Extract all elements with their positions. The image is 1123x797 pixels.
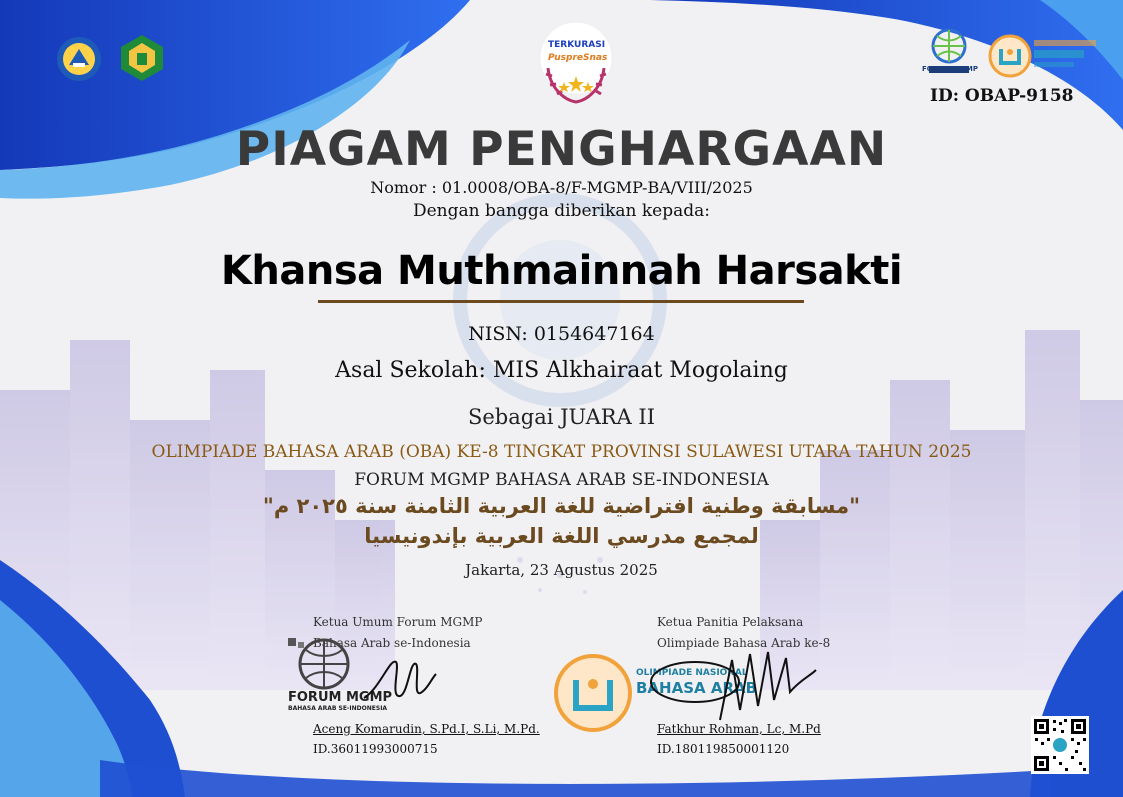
certificate-id: ID: OBAP-9158 [930, 86, 1074, 106]
forum-mgmp-stamp-text: FORUM MGMP [288, 690, 393, 705]
signature-2-icon [650, 640, 820, 730]
forum-mgmp-stamp-subtext: BAHASA ARAB SE-INDONESIA [288, 705, 388, 712]
recipient-nisn: NISN: 0154647164 [468, 323, 655, 345]
certificate-number: Nomor : 01.0008/OBA-8/F-MGMP-BA/VIII/2025 [370, 178, 753, 197]
signatory-1-title-line1: Ketua Umum Forum MGMP [313, 615, 483, 629]
olimpiade-stamp-line2: BAHASA ARAB [636, 679, 758, 697]
place-date: Jakarta, 23 Agustus 2025 [465, 561, 658, 579]
forum-mgmp-logo-text: FORUM MGMP [921, 65, 979, 73]
arabic-organizer-line: لمجمع مدرسي اللغة العربية بإندونيسيا [364, 524, 759, 548]
signatory-1-name: Aceng Komarudin, S.Pd.I, S.Li, M.Pd. [313, 722, 540, 736]
arabic-event-line: "مسابقة وطنية افتراضية للغة العربية الثامنة سنة ٢٠٢٥ م" [262, 494, 861, 518]
recipient-school: Asal Sekolah: MIS Alkhairaat Mogolaing [335, 358, 788, 383]
signatory-2-name: Fatkhur Rohman, Lc, M.Pd [657, 722, 821, 736]
olimpiade-stamp-line1: OLIMPIADE NASIONAL [636, 668, 748, 678]
name-underline [318, 300, 804, 303]
signatory-2-title-line2: Olimpiade Bahasa Arab ke-8 [657, 636, 831, 650]
olimpiade-stamp-icon [552, 652, 634, 734]
olimpiade-bahasa-arab-logo-icon [988, 34, 1032, 78]
organizer-name: FORUM MGMP BAHASA ARAB SE-INDONESIA [354, 470, 769, 490]
terkurasi-puspresnas-badge-icon [530, 18, 622, 110]
signatory-2-id: ID.180119850001120 [657, 742, 790, 756]
recipient-name: Khansa Muthmainnah Harsakti [220, 248, 903, 294]
signatory-1-title-line2: Bahasa Arab se-Indonesia [313, 636, 471, 650]
badge-line2: PuspreSnas [548, 53, 608, 63]
olimpiade-text-mark-icon [1032, 34, 1102, 76]
badge-line1: TERKURASI [548, 40, 606, 50]
signatory-2-title-line1: Ketua Panitia Pelaksana [657, 615, 804, 629]
signatory-1-id: ID.36011993000715 [313, 742, 438, 756]
signature-1-icon [360, 648, 440, 718]
certificate-title: PIAGAM PENGHARGAAN [235, 122, 888, 177]
qr-code-icon[interactable] [1031, 716, 1089, 774]
intro-text: Dengan bangga diberikan kepada: [412, 201, 711, 221]
kemenag-logo-icon [117, 33, 167, 83]
event-name: OLIMPIADE BAHASA ARAB (OBA) KE-8 TINGKAT PROVINSI SULAWESI UTARA TAHUN 2025 [151, 442, 972, 462]
kemendikbud-logo-icon [55, 35, 103, 83]
award-rank: Sebagai JUARA II [467, 405, 655, 429]
